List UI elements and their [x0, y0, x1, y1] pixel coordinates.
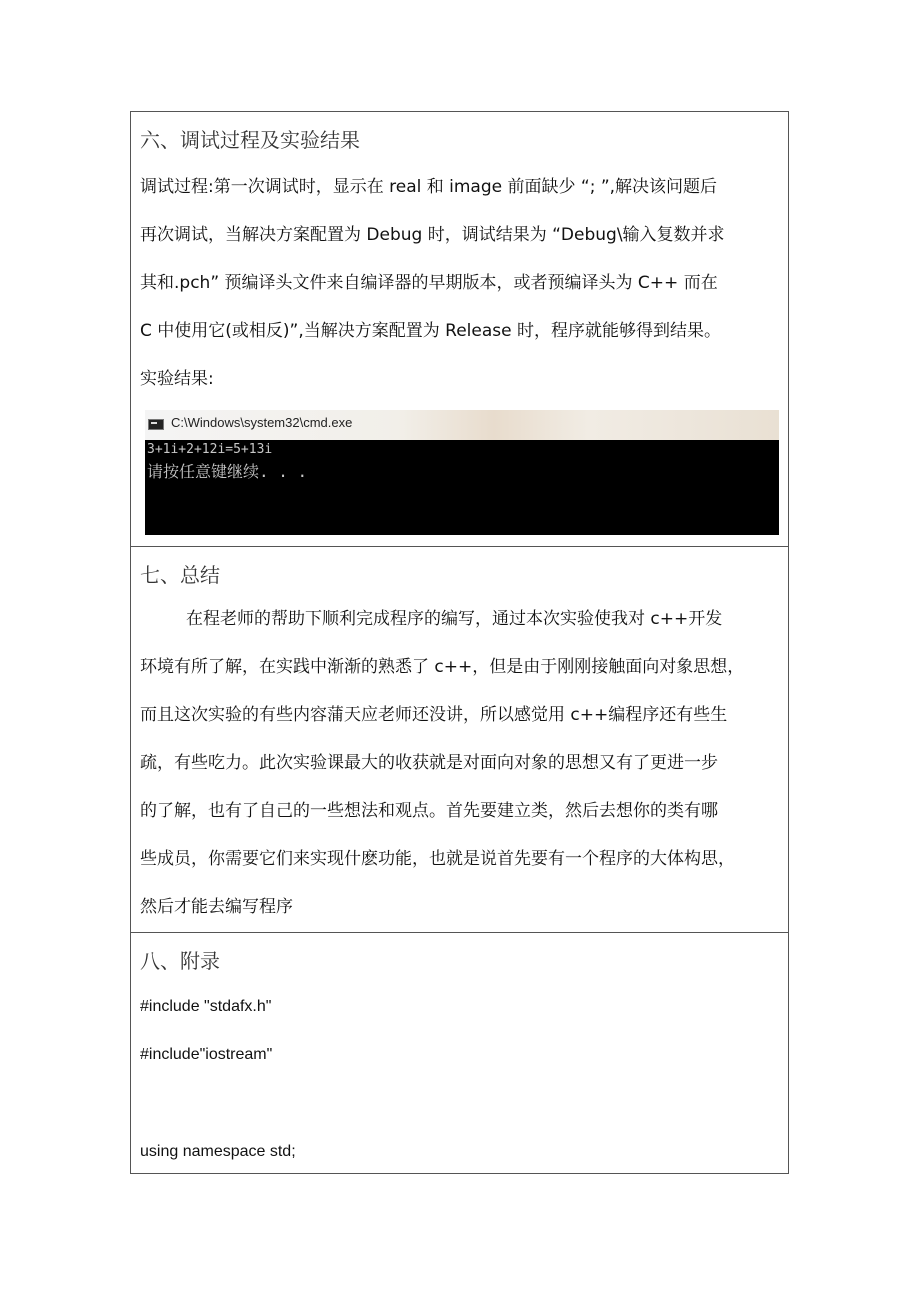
report-table [130, 111, 789, 1174]
section-debug-results [131, 112, 788, 547]
cmd-console-area [145, 440, 779, 535]
code-line: #include "stdafx.h" [140, 998, 272, 1015]
paragraph-line: 然后才能去编写程序 [140, 897, 293, 917]
code-line: #include"iostream" [140, 1046, 273, 1063]
section-appendix [131, 933, 788, 1173]
section-heading: 八、附录 [140, 949, 220, 973]
paragraph-line: 调试过程:第一次调试时，显示在 real 和 image 前面缺少 “; ”,解决该问题后 [140, 177, 718, 197]
console-icon [148, 419, 164, 430]
section-heading: 六、调试过程及实验结果 [140, 128, 360, 152]
cmd-window-title: C:\Windows\system32\cmd.exe [171, 415, 353, 430]
paragraph-line: 的了解，也有了自己的一些想法和观点。首先要建立类，然后去想你的类有哪 [140, 801, 718, 821]
section-summary [131, 547, 788, 933]
paragraph-line: 其和.pch” 预编译头文件来自编译器的早期版本，或者预编译头为 C++ 而在 [140, 273, 718, 293]
console-output-line: 3+1i+2+12i=5+13i [147, 442, 273, 457]
paragraph-line: 疏，有些吃力。此次实验课最大的收获就是对面向对象的思想又有了更进一步 [140, 753, 718, 773]
code-line: using namespace std; [140, 1143, 296, 1160]
paragraph-line: 些成员，你需要它们来实现什麽功能，也就是说首先要有一个程序的大体构思， [140, 849, 735, 869]
cmd-titlebar [145, 410, 779, 440]
paragraph-line: 而且这次实验的有些内容蒲天应老师还没讲，所以感觉用 c++编程序还有些生 [140, 705, 728, 725]
paragraph-line: 再次调试，当解决方案配置为 Debug 时，调试结果为 “Debug\输入复数并求 [140, 225, 725, 245]
paragraph-line: 实验结果: [140, 369, 214, 389]
cmd-screenshot [145, 410, 779, 535]
paragraph-line: C 中使用它(或相反)”,当解决方案配置为 Release 时，程序就能够得到结果。 [140, 321, 721, 341]
paragraph-line: 在程老师的帮助下顺利完成程序的编写，通过本次实验使我对 c++开发 [186, 609, 723, 629]
section-heading: 七、总结 [140, 563, 220, 587]
console-output-line: 请按任意键继续. . . [147, 462, 308, 481]
paragraph-line: 环境有所了解，在实践中渐渐的熟悉了 c++，但是由于刚刚接触面向对象思想， [140, 657, 745, 677]
